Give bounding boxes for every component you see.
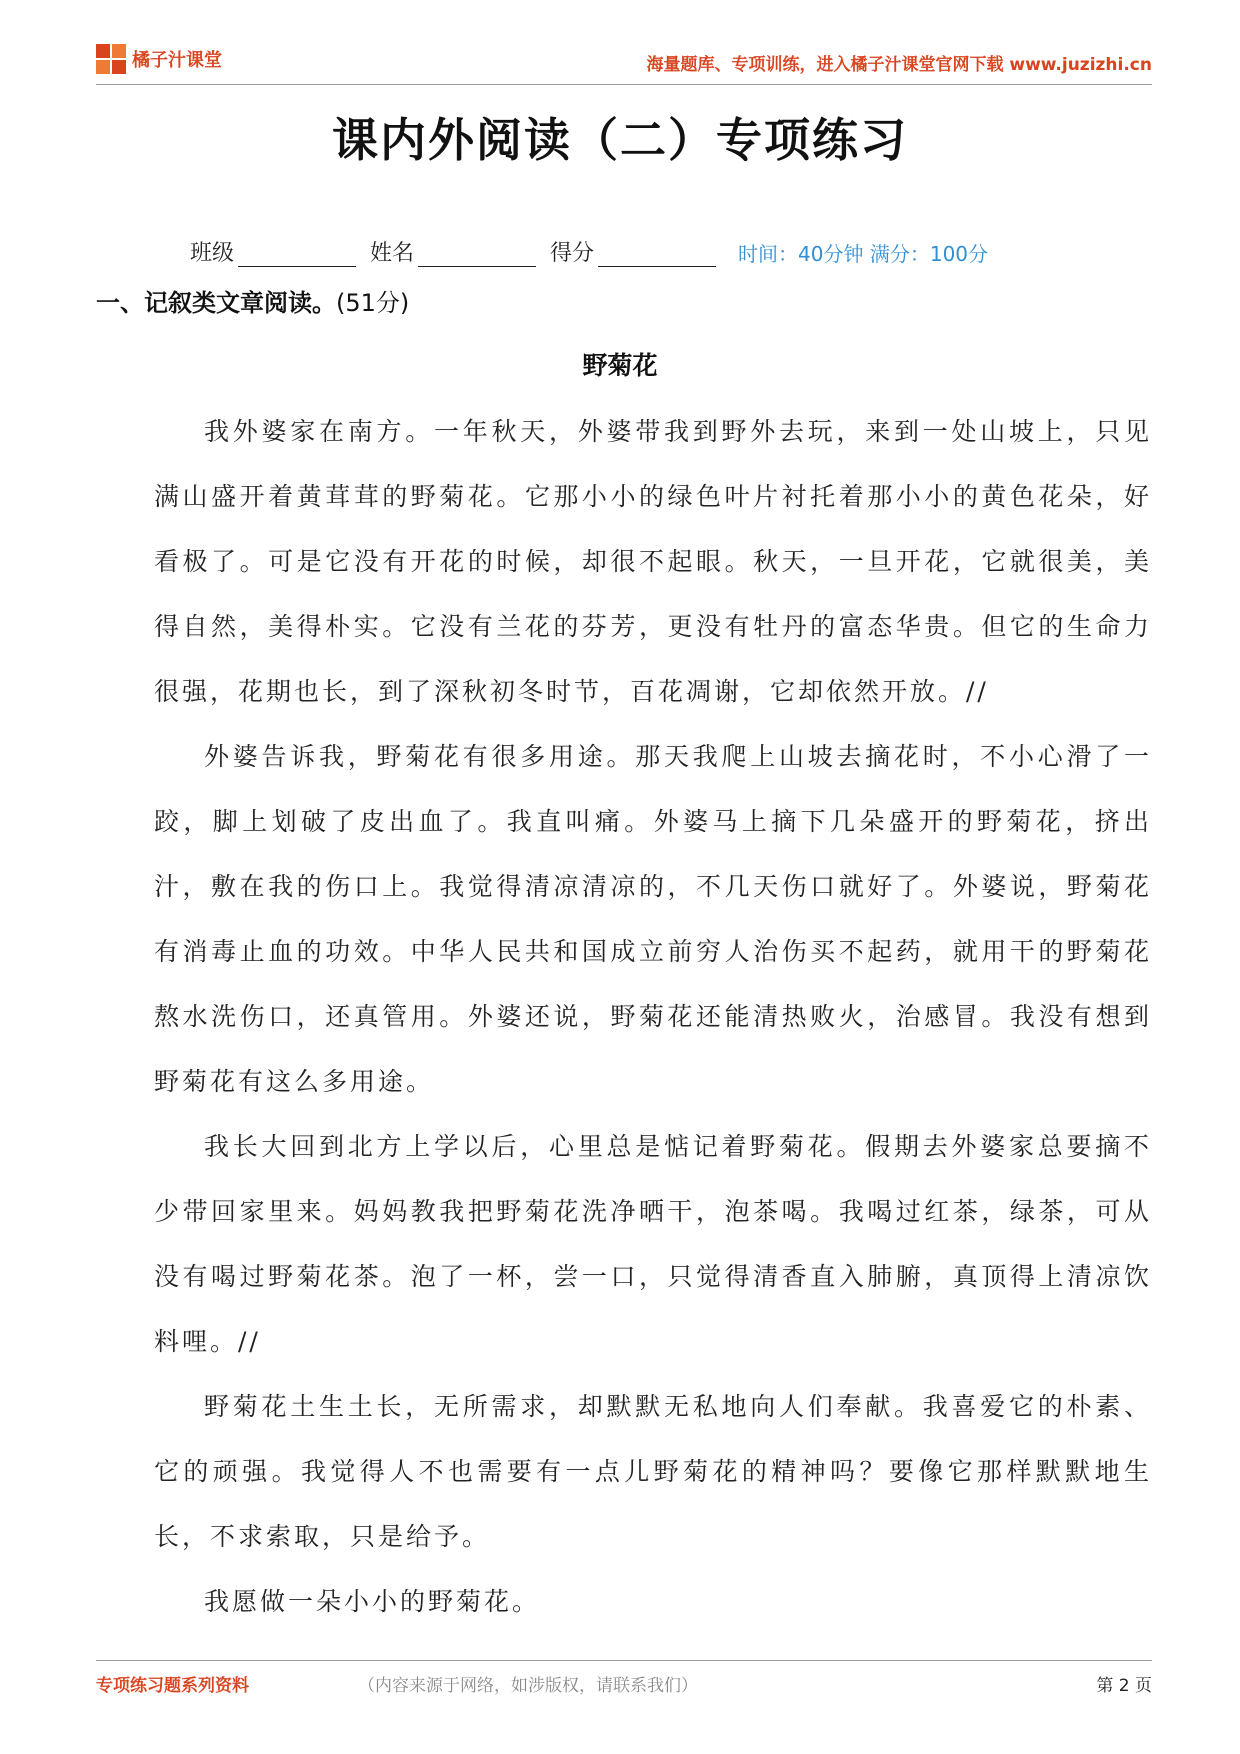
article-paragraph: 我外婆家在南方。一年秋天，外婆带我到野外去玩，来到一处山坡上，只见满山盛开着黄茸茸的野菊花。它那小小的绿色叶片衬托着那小小的黄色花朵，好看极了。可是它没有开花的时候，却很不起眼。秋天，一旦开花，它就很美，美得自然，美得朴实。它没有兰花的芬芳，更没有牡丹的富态华贵。但它的生命力很强，花期也长，到了深秋初冬时节，百花凋谢，它却依然开放。// [154,417,1152,706]
section-points: (51分) [336,289,410,317]
article-paragraph: 我长大回到北方上学以后，心里总是惦记着野菊花。假期去外婆家总要摘不少带回家里来。妈妈教我把野菊花洗净晒干，泡茶喝。我喝过红茶，绿茶，可从没有喝过野菊花茶。泡了一杯，尝一口，只觉得清香直入肺腑，真顶得上清凉饮料哩。// [154,1132,1152,1356]
section-heading [96,283,409,318]
page-title: 课内外阅读（二）专项练习 [332,113,908,167]
name-label: 姓名 [370,241,415,266]
brand-name: 橘子汁课堂 [132,50,222,71]
article-paragraph: 野菊花土生土长，无所需求，却默默无私地向人们奉献。我喜爱它的朴素、它的顽强。我觉得人不也需要有一点儿野菊花的精神吗？要像它那样默默地生长，不求索取，只是给予。 [154,1392,1152,1551]
footer-copyright-note: （内容来源于网络，如涉版权，请联系我们） [358,1676,698,1696]
name-blank[interactable] [418,246,536,267]
header-slogan: 海量题库、专项训练，进入橘子汁课堂官网下载 www.juzizhi.cn [646,55,1152,75]
student-info-row [190,236,988,267]
logo-icon [96,44,126,74]
class-blank[interactable] [238,246,356,267]
article-title: 野菊花 [582,351,658,380]
brand-logo [96,44,222,74]
score-blank[interactable] [598,246,716,267]
class-label: 班级 [190,241,235,266]
page-header [96,40,1152,85]
article-paragraph: 外婆告诉我，野菊花有很多用途。那天我爬上山坡去摘花时，不小心滑了一跤，脚上划破了皮出血了。我直叫痛。外婆马上摘下几朵盛开的野菊花，挤出汁，敷在我的伤口上。我觉得清凉清凉的，不几天伤口就好了。外婆说，野菊花有消毒止血的功效。中华人民共和国成立前穷人治伤买不起药，就用干的野菊花熬水洗伤口，还真管用。外婆还说，野菊花还能清热败火，治感冒。我没有想到野菊花有这么多用途。 [154,742,1152,1096]
score-label: 得分 [550,241,595,266]
article-body [154,399,1152,1634]
page-footer [96,1660,1152,1701]
page-number: 第 2 页 [1096,1676,1152,1696]
section-title: 一、记叙类文章阅读。 [96,289,336,317]
footer-series-label: 专项练习题系列资料 [96,1676,249,1696]
article-paragraph: 我愿做一朵小小的野菊花。 [204,1587,541,1616]
time-score-info: 时间：40分钟 满分：100分 [738,242,989,266]
